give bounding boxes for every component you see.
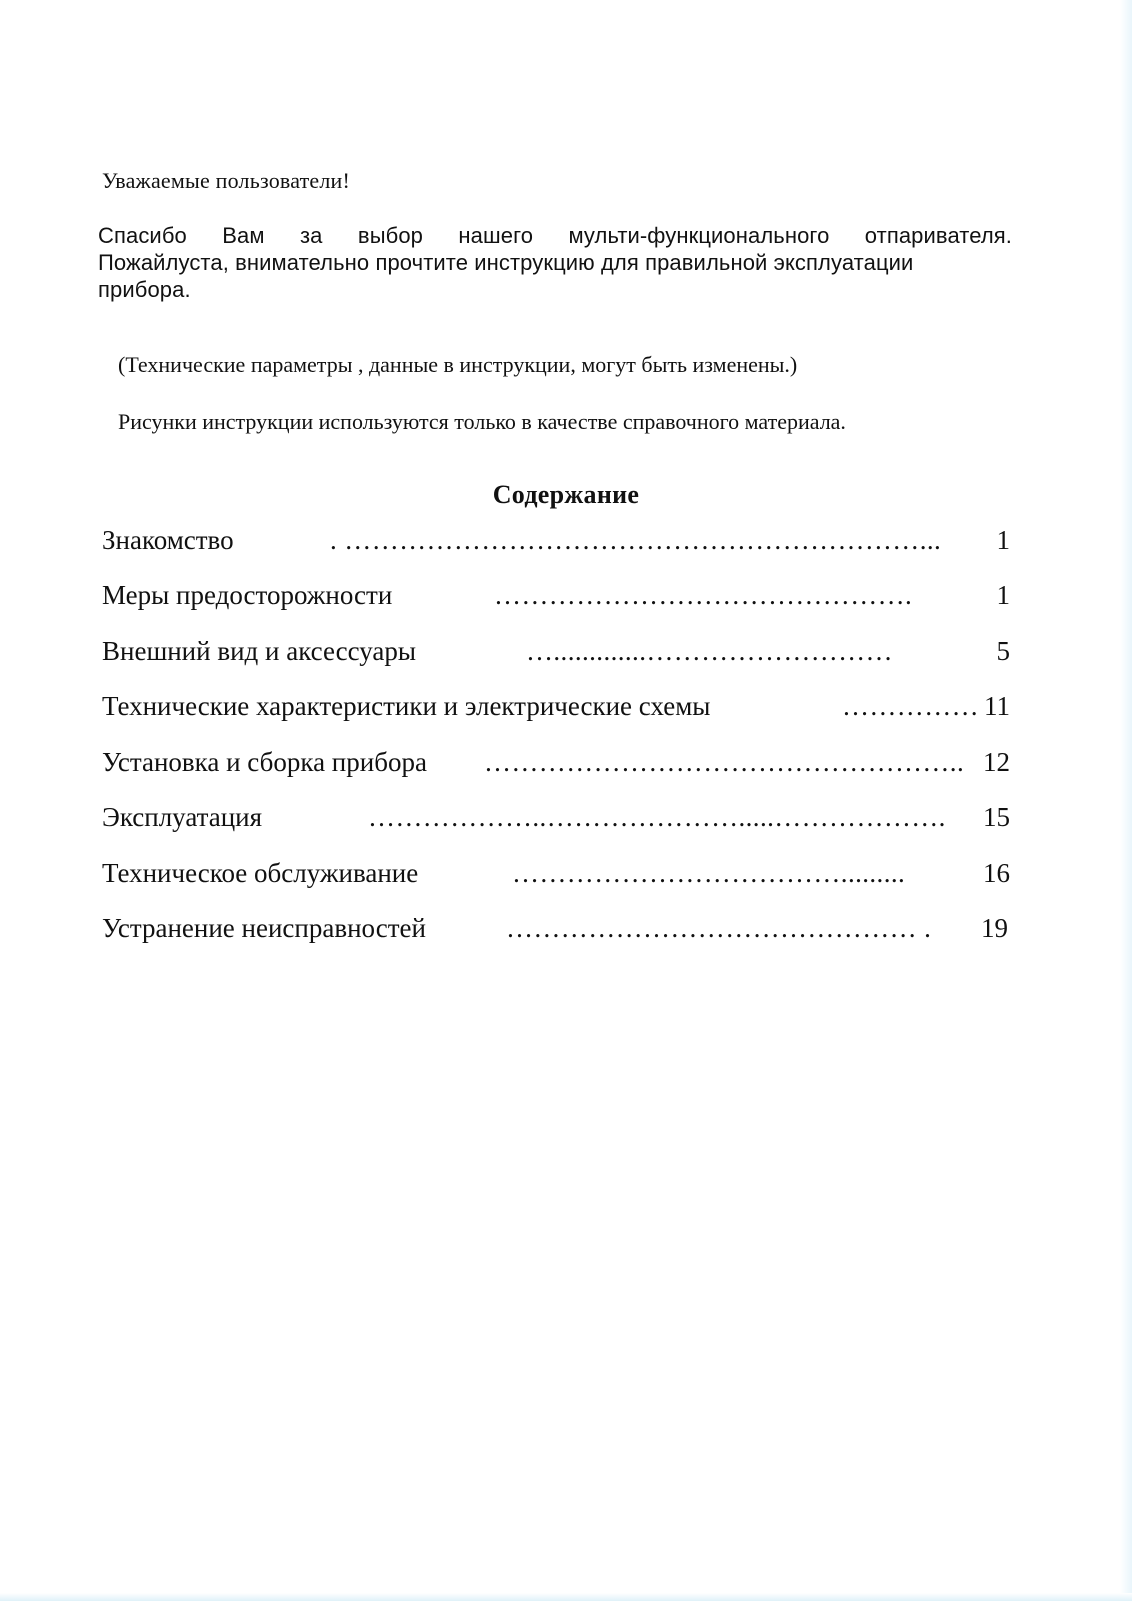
- toc-page-number: 11: [984, 691, 1010, 721]
- technical-note: (Технические параметры , данные в инструкции, могут быть изменены.): [118, 352, 798, 377]
- toc-title: Эксплуатация: [102, 802, 263, 832]
- toc-leader: ……………: [842, 691, 979, 721]
- toc-page-number: 16: [983, 858, 1010, 888]
- contents-title: Содержание: [492, 480, 640, 509]
- toc-title: Технические характеристики и электрические схемы: [102, 691, 711, 721]
- toc-title: Меры предосторожности: [102, 580, 393, 610]
- toc-title: Установка и сборка прибора: [102, 747, 427, 777]
- toc-leader: . ………………………………………………………...: [330, 525, 942, 555]
- toc-title: Внешний вид и аксессуары: [102, 636, 416, 666]
- toc-leader: ……………………………….........: [512, 858, 906, 888]
- intro-paragraph: [98, 222, 1012, 303]
- page-right-edge: [1120, 0, 1132, 1601]
- intro-line: Пожайлуста, внимательно прочтите инструкцию для правильной эксплуатации: [98, 250, 914, 275]
- intro-line: Спасибо Вам за выбор нашего мульти-функционального отпаривателя.: [98, 223, 1012, 248]
- toc-title: Устранение неисправностей: [102, 913, 426, 943]
- toc-leader: ……………………………………… .: [506, 913, 932, 943]
- toc-page-number: 19: [981, 913, 1008, 943]
- illustration-note: Рисунки инструкции используются только в качестве справочного материала.: [118, 409, 846, 434]
- page-bottom-edge: [0, 1593, 1132, 1601]
- toc-page-number: 1: [996, 525, 1010, 555]
- toc-leader: ………………..………………….....……………….: [368, 802, 946, 832]
- toc-title: Техническое обслуживание: [102, 858, 419, 888]
- toc-title: Знакомство: [102, 525, 234, 555]
- greeting: Уважаемые пользователи!: [102, 168, 351, 193]
- toc-leader: ……………………………………….: [494, 580, 913, 610]
- toc-page-number: 15: [983, 802, 1010, 832]
- toc-leader: ….............………………………: [526, 636, 893, 666]
- toc-leader: ……………………………………………..: [484, 747, 965, 777]
- toc-page-number: 12: [983, 747, 1010, 777]
- toc-page-number: 1: [996, 580, 1010, 610]
- toc-page-number: 5: [996, 636, 1010, 666]
- intro-line: прибора.: [98, 277, 191, 302]
